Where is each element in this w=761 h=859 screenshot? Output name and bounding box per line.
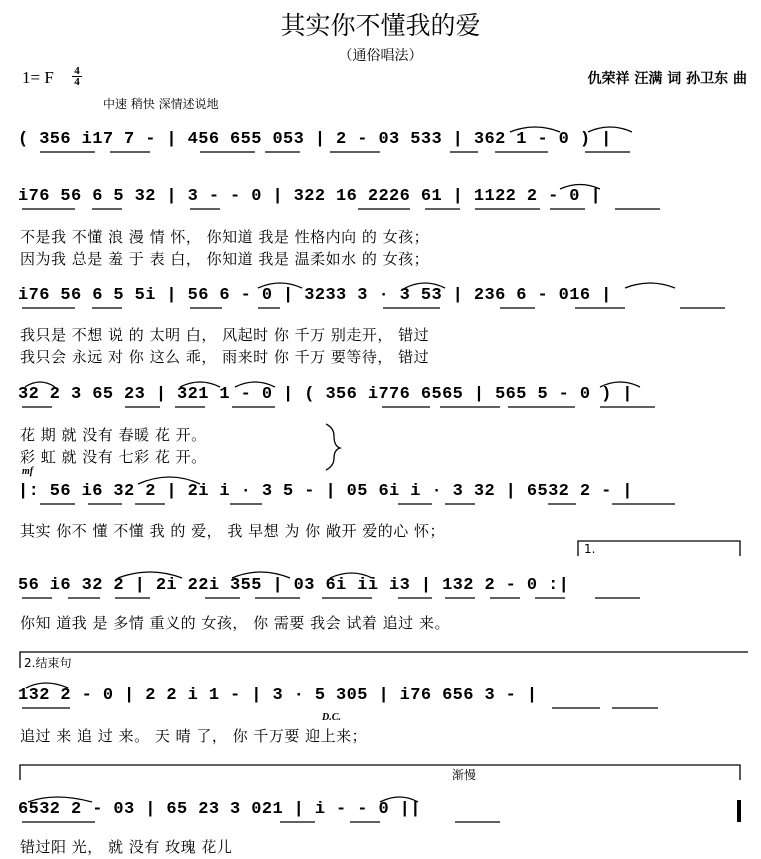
lyric-row-2-verse-2: 因为我 总是 羞 于 表 白， 你知道 我是 温柔如水 的 女孩； <box>20 250 430 268</box>
lyric-row-4-verse-2: 彩 虹 就 没有 七彩 花 开。 <box>20 448 207 466</box>
lyric-row-6: 你知 道我 是 多情 重义的 女孩， 你 需要 我会 试着 追过 来。 <box>20 614 450 632</box>
song-subtitle: （通俗唱法） <box>338 48 423 64</box>
dynamic-marking: mf <box>22 466 34 477</box>
volta-1-label: 1. <box>584 542 596 556</box>
notation-row-6: 56 i6 32 2 | 2i 22i 355 | 03 6i ii i3 | 132 2 - 0 :| <box>18 576 570 595</box>
da-capo-marking: D.C. <box>322 712 341 723</box>
ritardando-marking: 渐慢 <box>452 768 477 782</box>
lyric-row-4-verse-1: 花 期 就 没有 春暖 花 开。 <box>20 426 207 444</box>
notation-row-3: i76 56 6 5 5i | 56 6 - 0 | 3233 3 · 3 53 | 236 6 - 016 | <box>18 286 612 305</box>
lyric-row-2-verse-1: 不是我 不懂 浪 漫 情 怀， 你知道 我是 性格内向 的 女孩； <box>20 228 430 246</box>
lyric-row-3-verse-2: 我只会 永远 对 你 这么 乖， 雨来时 你 千万 要等待， 错过 <box>20 348 430 366</box>
notation-row-7: 132 2 - 0 | 2 2 i 1 - | 3 · 5 305 | i76 656 3 - | <box>18 686 538 705</box>
volta-2-label: 2.结束句 <box>24 656 72 670</box>
song-title: 其实你不懂我的爱 <box>280 11 481 40</box>
credits: 仇荣祥 汪满 词 孙卫东 曲 <box>587 71 747 87</box>
key-signature: 1= F <box>22 68 54 87</box>
lyric-row-8: 错过阳 光， 就 没有 玫瑰 花儿 <box>20 838 233 856</box>
notation-row-5: |: 56 i6 32 2 | 2i i · 3 5 - | 05 6i i · 3 32 | 6532 2 - | <box>18 482 633 501</box>
notation-row-4: 32 2 3 65 23 | 321 1 - 0 | ( 356 i776 6565 | 565 5 - 0 ) | <box>18 385 633 404</box>
notation-row-8: 6532 2 - 03 | 65 23 3 021 | i - - 0 || <box>18 800 421 819</box>
time-signature-top: 4 <box>74 65 80 77</box>
time-signature-bottom: 4 <box>74 76 80 88</box>
lyric-row-5: 其实 你不 懂 不懂 我 的 爱， 我 早想 为 你 敞开 爱的心 怀； <box>20 522 445 540</box>
notation-row-1: ( 356 i17 7 - | 456 655 053 | 2 - 03 533 | 362 1 - 0 ) | <box>18 130 612 149</box>
lyric-row-7: 追过 来 追 过 来。 天 晴 了， 你 千万要 迎上来； <box>20 727 368 745</box>
lyric-row-3-verse-1: 我只是 不想 说 的 太明 白， 风起时 你 千万 别走开， 错过 <box>20 326 430 344</box>
notation-row-2: i76 56 6 5 32 | 3 - - 0 | 322 16 2226 61 | 1122 2 - 0 | <box>18 187 602 206</box>
tempo-marking: 中速 稍快 深情述说地 <box>103 97 219 111</box>
